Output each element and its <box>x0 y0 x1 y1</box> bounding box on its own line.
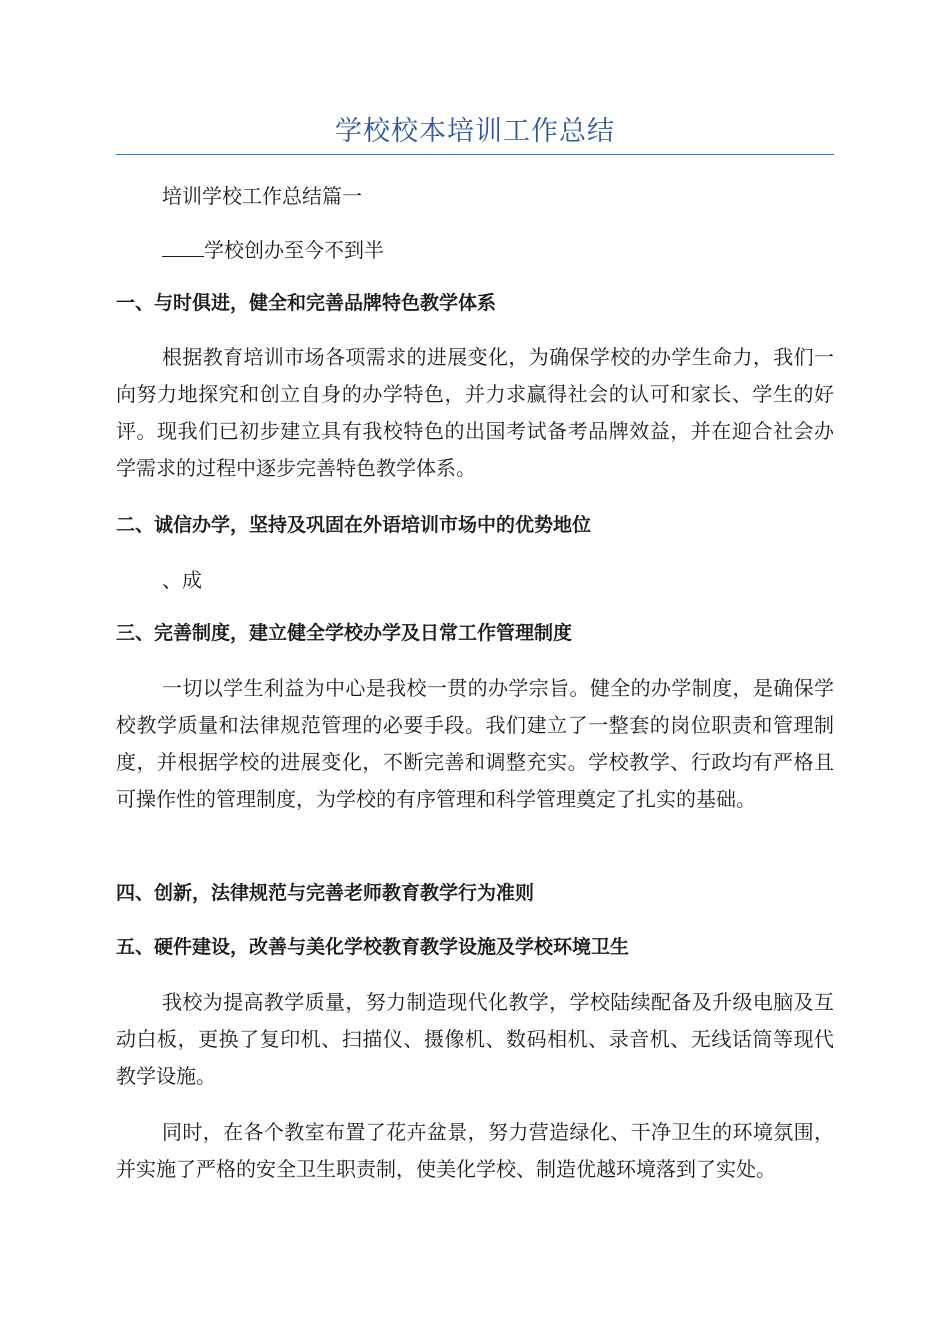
section-heading-3: 三、完善制度，建立健全学校办学及日常工作管理制度 <box>116 622 573 644</box>
fill-in-blank <box>162 238 204 257</box>
subtitle: 培训学校工作总结篇一 <box>162 184 362 208</box>
section-5-paragraph-1: 我校为提高教学质量，努力制造现代化教学，学校陆续配备及升级电脑及互动白板，更换了复印机、扫描仪、摄像机、数码相机、录音机、无线话筒等现代教学设施。 <box>116 990 834 1088</box>
section-2-paragraph-1: 、成 <box>162 568 202 592</box>
section-5-paragraph-2: 同时，在各个教室布置了花卉盆景，努力营造绿化、干净卫生的环境氛围，并实施了严格的安全卫生职责制，使美化学校、制造优越环境落到了实处。 <box>116 1120 834 1181</box>
intro-line <box>116 232 834 269</box>
section-heading-2: 二、诚信办学，坚持及巩固在外语培训市场中的优势地位 <box>116 514 592 536</box>
document-title: 学校校本培训工作总结 <box>335 116 615 147</box>
section-heading-4: 四、创新，法律规范与完善老师教育教学行为准则 <box>116 882 535 904</box>
section-heading-1: 一、与时俱进，健全和完善品牌特色教学体系 <box>116 292 497 314</box>
title-underline <box>116 154 834 155</box>
section-1-paragraph-1: 根据教育培训市场各项需求的进展变化，为确保学校的办学生命力，我们一向努力地探究和创立自身的办学特色，并力求赢得社会的认可和家长、学生的好评。现我们已初步建立具有我校特色的出国考试备考品牌效益，并在迎合社会办学需求的过程中逐步完善特色教学体系。 <box>116 345 834 480</box>
intro-text: 学校创办至今不到半 <box>204 238 384 262</box>
section-3-paragraph-1: 一切以学生利益为中心是我校一贯的办学宗旨。健全的办学制度，是确保学校教学质量和法律规范管理的必要手段。我们建立了一整套的岗位职责和管理制度，并根据学校的进展变化，不断完善和调整充实。学校教学、行政均有严格且可操作性的管理制度，为学校的有序管理和科学管理奠定了扎实的基础。 <box>116 676 834 811</box>
section-heading-5: 五、硬件建设，改善与美化学校教育教学设施及学校环境卫生 <box>116 936 630 958</box>
